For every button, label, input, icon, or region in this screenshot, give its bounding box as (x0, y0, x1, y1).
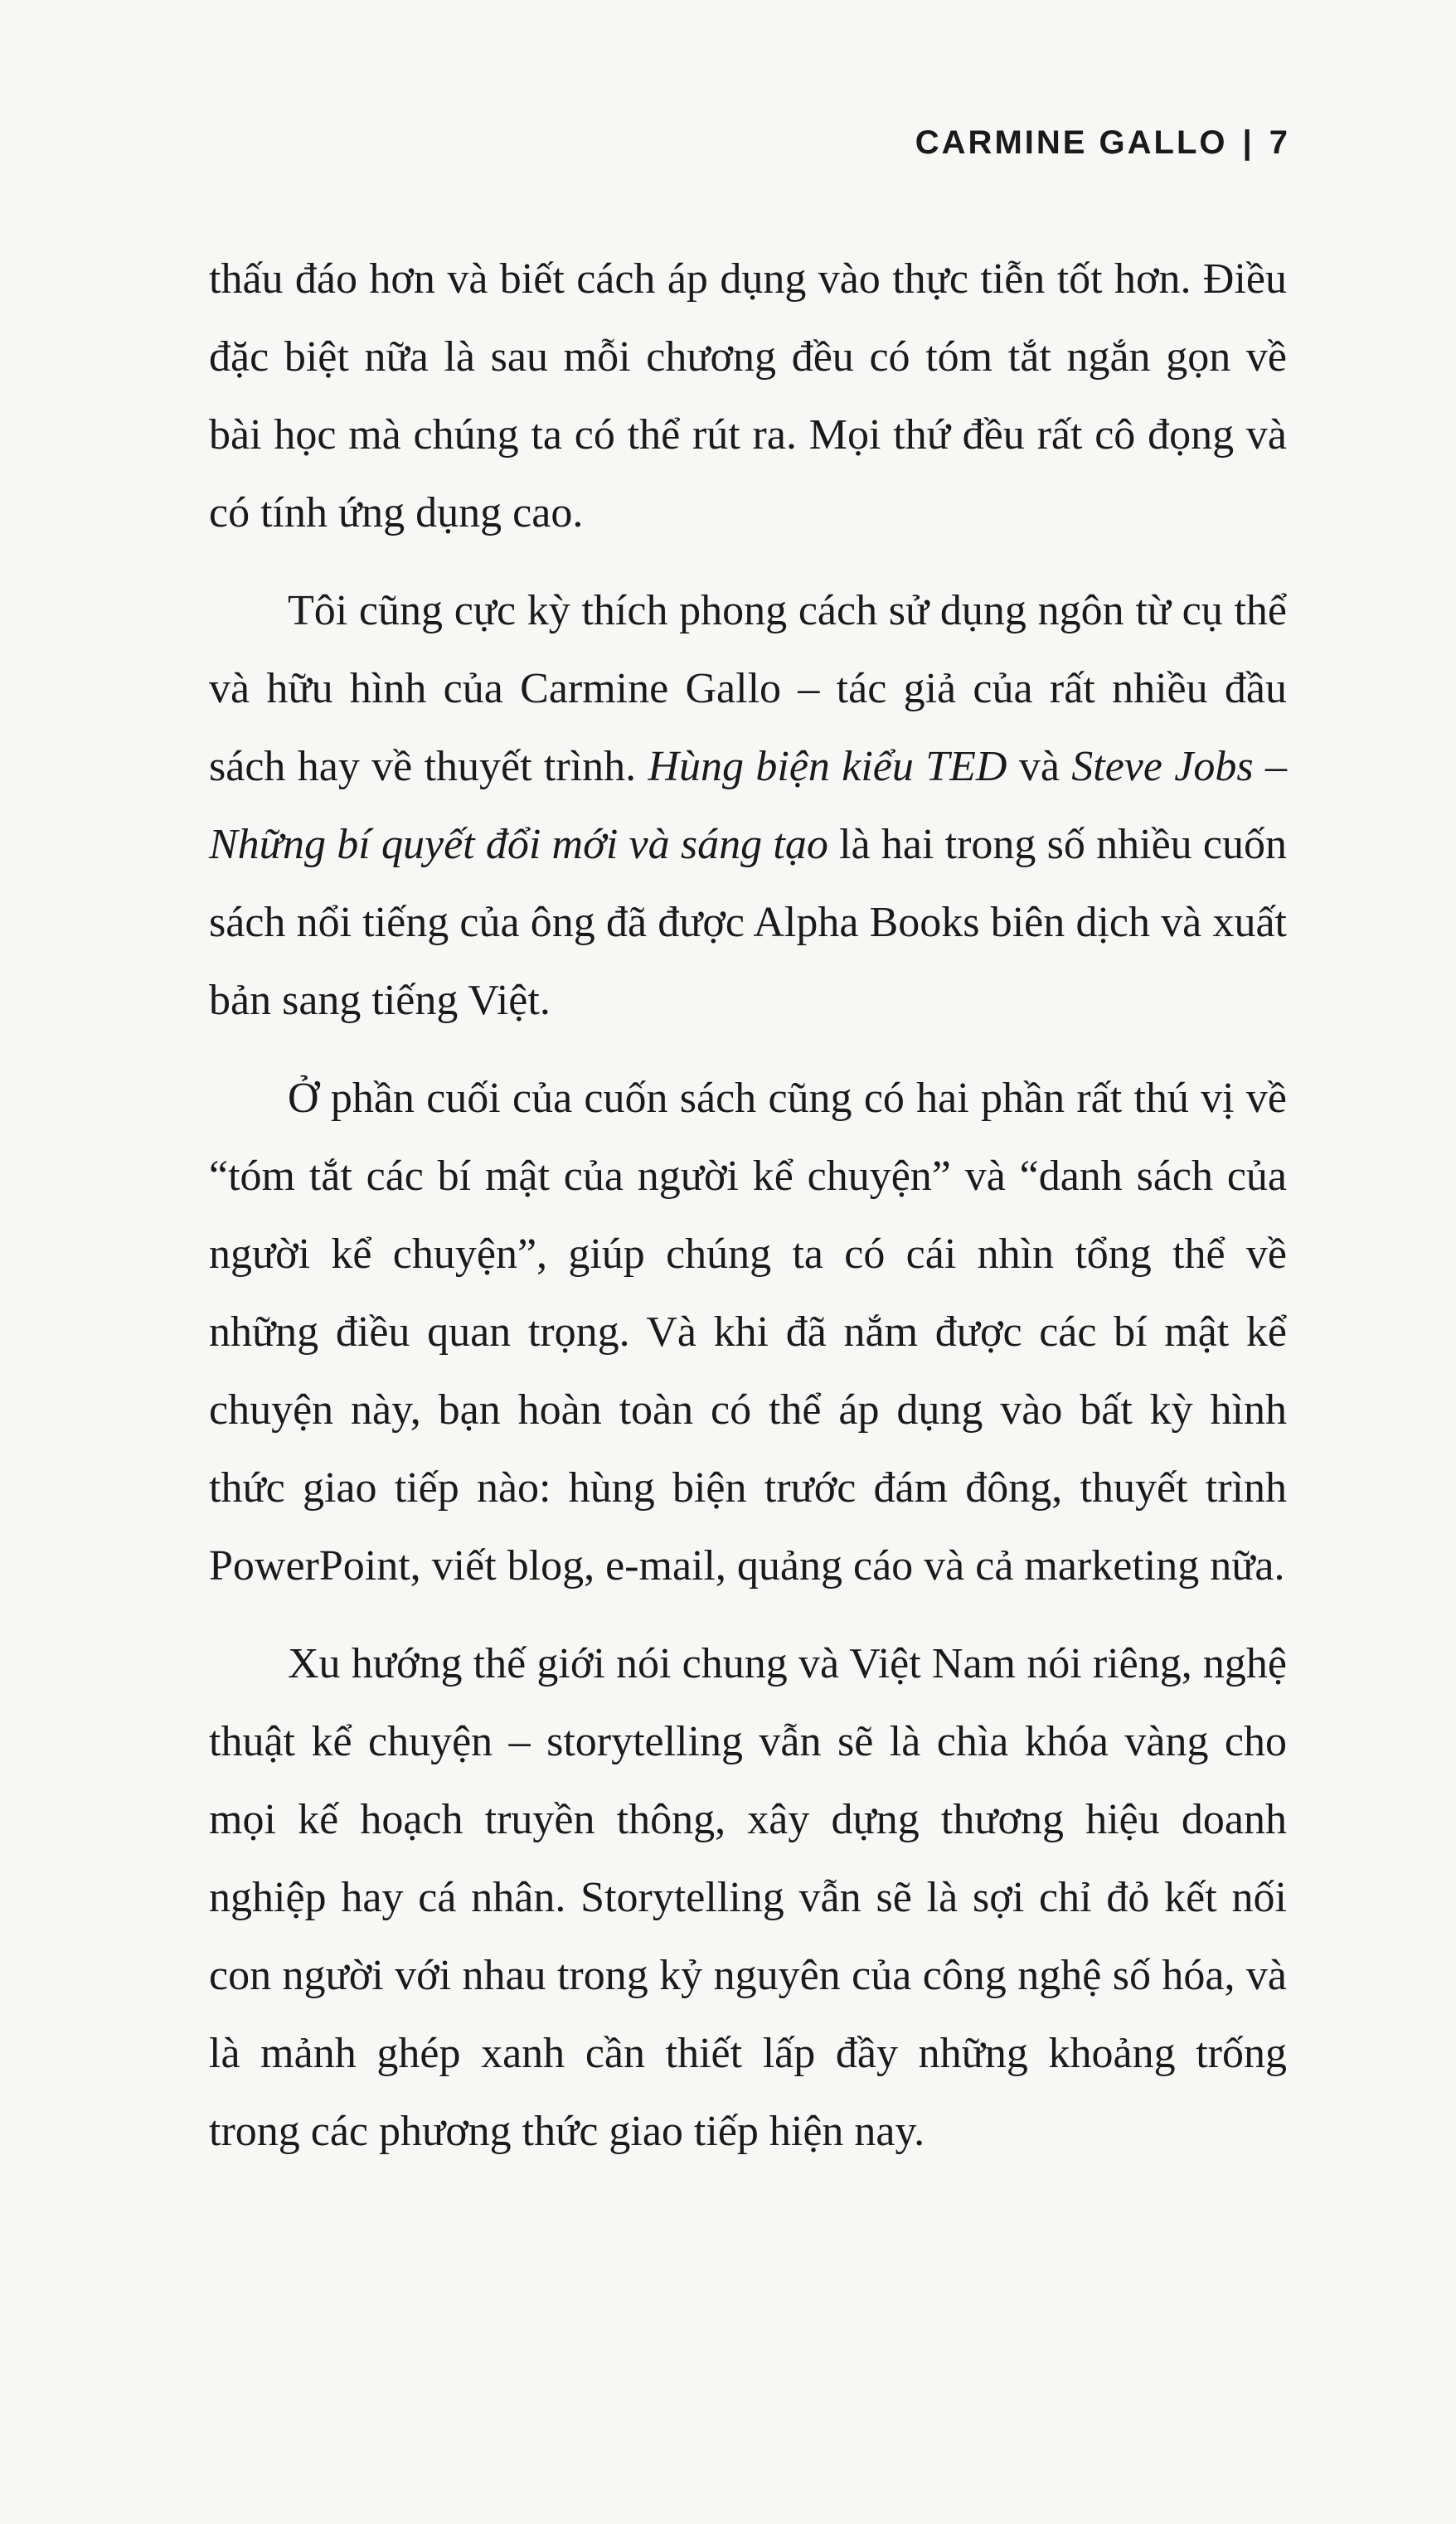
paragraph-2 (209, 572, 1287, 1040)
paragraph-1: thấu đáo hơn và biết cách áp dụng vào thực tiễn tốt hơn. Điều đặc biệt nữa là sau mỗi chương đều có tóm tắt ngắn gọn về bài học mà chúng ta có thể rút ra. Mọi thứ đều rất cô đọng và có tính ứng dụng cao. (209, 255, 1287, 536)
book-title-steve-jobs: Steve Jobs – Những bí quyết đổi mới và sáng tạo (209, 743, 1287, 868)
header-separator: | (1242, 124, 1255, 161)
paragraph-2-text-b: và (1007, 743, 1072, 790)
paragraph-2-text-a: Tôi cũng cực kỳ thích phong cách sử dụng ngôn từ cụ thể và hữu hình của Carmine Gallo – tác giả của rất nhiều đầu sách hay về thuyết trình. (209, 587, 1287, 790)
page-body (209, 240, 1287, 2171)
running-header (915, 124, 1290, 162)
page-number: 7 (1269, 124, 1290, 161)
author-name: CARMINE GALLO (915, 124, 1228, 161)
paragraph-4: Xu hướng thế giới nói chung và Việt Nam nói riêng, nghệ thuật kể chuyện – storytelling vẫn sẽ là chìa khóa vàng cho mọi kế hoạch truyền thông, xây dựng thương hiệu doanh nghiệp hay cá nhân. Storytelling vẫn sẽ là sợi chỉ đỏ kết nối con người với nhau trong kỷ nguyên của công nghệ số hóa, và là mảnh ghép xanh cần thiết lấp đầy những khoảng trống trong các phương thức giao tiếp hiện nay. (209, 1640, 1287, 2155)
paragraph-2-text-c: là hai trong số nhiều cuốn sách nổi tiếng của ông đã được Alpha Books biên dịch và xuất bản sang tiếng Việt. (209, 821, 1287, 1024)
book-title-hung-bien-kieu-ted: Hùng biện kiểu TED (648, 743, 1007, 790)
paragraph-3: Ở phần cuối của cuốn sách cũng có hai phần rất thú vị về “tóm tắt các bí mật của người kể chuyện” và “danh sách của người kể chuyện”, giúp chúng ta có cái nhìn tổng thể về những điều quan trọng. Và khi đã nắm được các bí mật kể chuyện này, bạn hoàn toàn có thể áp dụng vào bất kỳ hình thức giao tiếp nào: hùng biện trước đám đông, thuyết trình PowerPoint, viết blog, e-mail, quảng cáo và cả marketing nữa. (209, 1075, 1287, 1590)
